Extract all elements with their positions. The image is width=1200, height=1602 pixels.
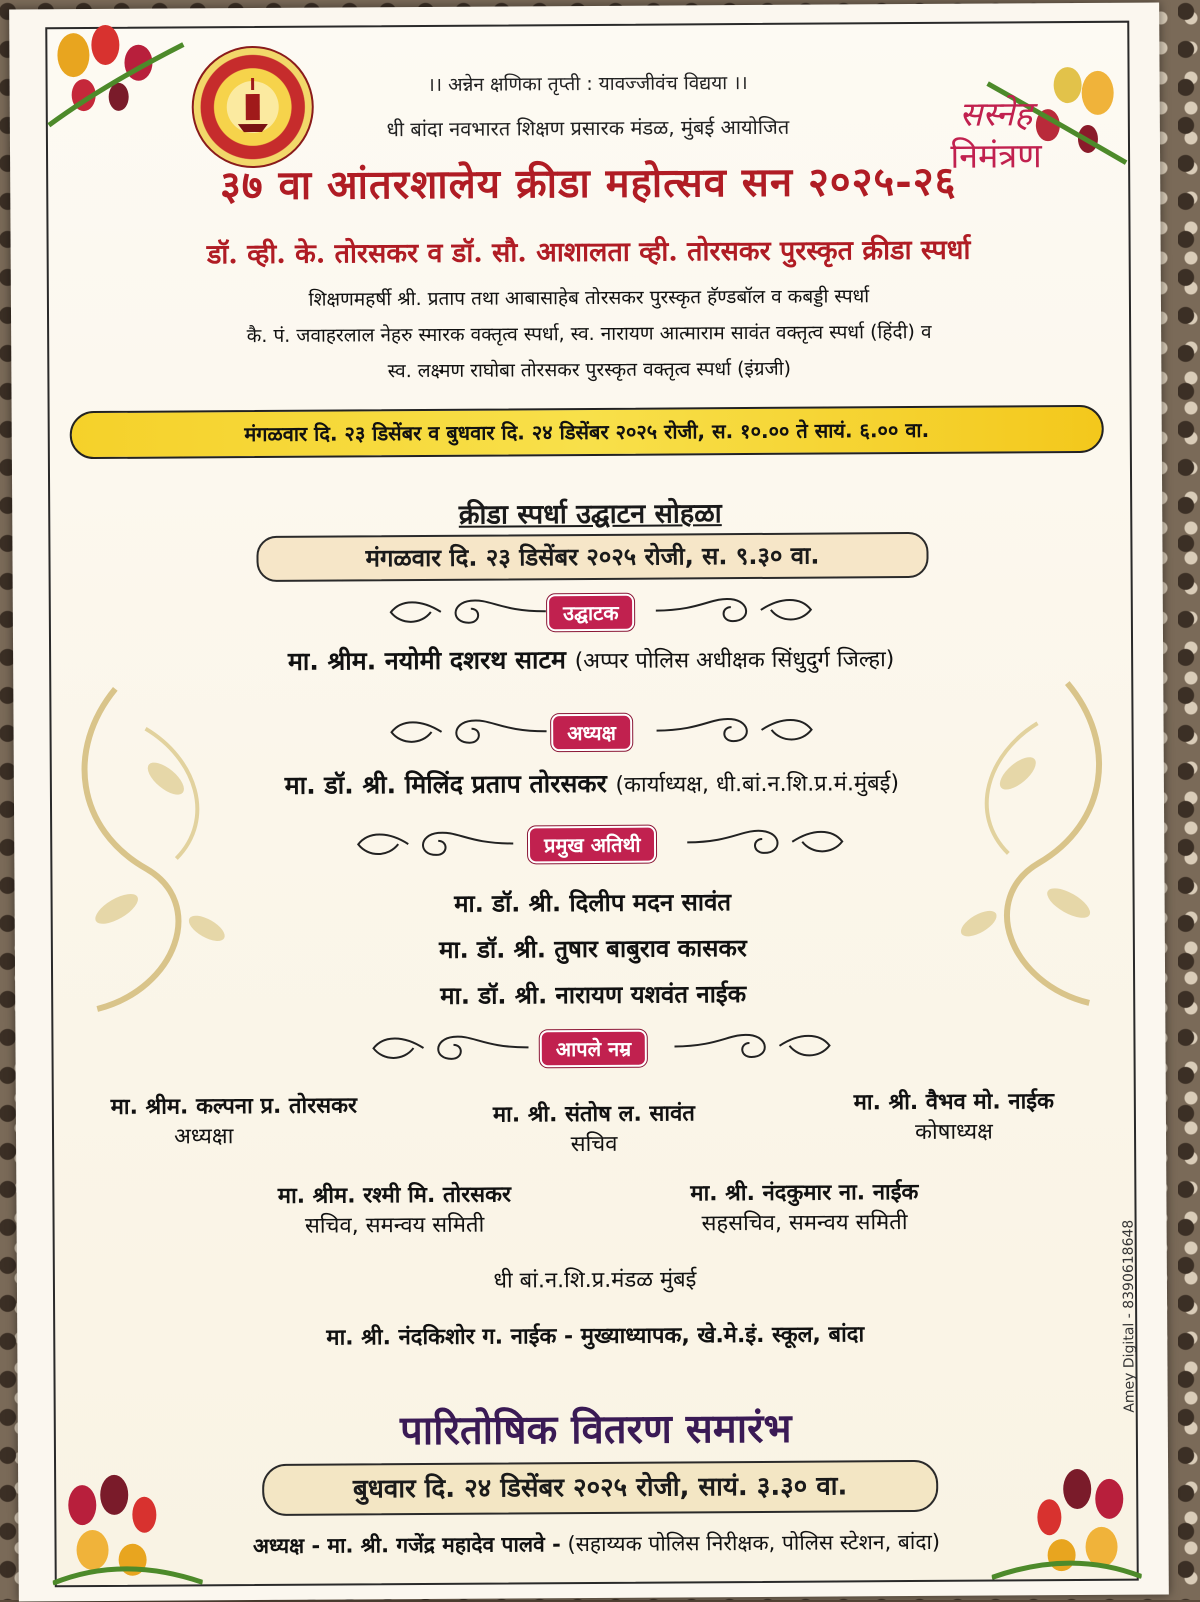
printer-credit: Amey Digital - 8390618648 bbox=[1120, 1219, 1138, 1413]
host-member-role: सचिव bbox=[570, 1131, 618, 1158]
host-member-role: अध्यक्षा bbox=[173, 1124, 234, 1150]
competition-line-2: कै. पं. जवाहरलाल नेहरु स्मारक वक्तृत्व स्पर्धा, स्व. नारायण आत्माराम सावंत वक्तृत्व स्पर्धा (हिंदी) व bbox=[246, 320, 932, 348]
prize-chair-line bbox=[56, 1527, 1136, 1562]
competition-line-1: शिक्षणमहर्षी श्री. प्रताप तथा आबासाहेब तोरसकर पुरस्कृत हॅण्डबॉल व कबड्डी स्पर्धा bbox=[308, 285, 870, 311]
prize-ceremony-title: पारितोषिक वितरण समारंभ bbox=[399, 1404, 792, 1455]
swirl-left-icon bbox=[381, 714, 551, 749]
motto: ।। अन्नेन क्षणिका तृप्ती : यावज्जीवंच विद्यया ।। bbox=[427, 72, 748, 96]
host-member-5 bbox=[634, 1176, 974, 1238]
host-member-4 bbox=[224, 1178, 564, 1240]
host-member-3 bbox=[784, 1085, 1124, 1147]
invitation-border bbox=[45, 21, 1139, 1588]
tulip-corner-bottom-left-icon bbox=[52, 1464, 203, 1585]
swirl-left-icon bbox=[363, 1030, 533, 1065]
prize-chair-designation: (सहाय्यक पोलिस निरीक्षक, पोलिस स्टेशन, बांदा) bbox=[567, 1529, 941, 1557]
gold-swirl-left-icon bbox=[55, 668, 257, 1029]
prize-ceremony-date: बुधवार दि. २४ डिसेंबर २०२५ रोजी, सायं. ३.३० वा. bbox=[262, 1460, 938, 1516]
chair-label: अध्यक्ष bbox=[551, 714, 632, 751]
organizer-line: धी बांदा नवभारत शिक्षण प्रसारक मंडळ, मुंबई आयोजित bbox=[386, 114, 790, 142]
headmaster-line: मा. श्री. नंदकिशोर ग. नाईक - मुख्याध्यापक, खे.मे.इं. स्कूल, बांदा bbox=[326, 1322, 865, 1351]
inaugurator-line bbox=[51, 639, 1131, 680]
invitation-word-1: सस्नेह bbox=[959, 94, 1033, 135]
inaugurator-name: मा. श्रीम. नयोमी दशरथ साटम bbox=[287, 645, 567, 676]
chief-guest-3: मा. डॉ. श्री. नारायण यशवंत नाईक bbox=[440, 980, 747, 1010]
host-member-name: मा. श्रीम. रश्मी मि. तोरसकर bbox=[277, 1182, 512, 1209]
inauguration-date: मंगळवार दि. २३ डिसेंबर २०२५ रोजी, स. ९.३० वा. bbox=[256, 532, 928, 582]
chair-designation: (कार्याध्यक्ष, धी.बां.न.शि.प्र.मं.मुंबई) bbox=[615, 771, 900, 798]
swirl-left-icon bbox=[348, 826, 518, 861]
prize-chair-name: अध्यक्ष - मा. श्री. गजेंद्र महादेव पालवे - bbox=[252, 1532, 561, 1559]
host-member-2 bbox=[424, 1097, 764, 1159]
tulip-corner-bottom-right-icon bbox=[991, 1459, 1142, 1580]
chief-guest-1: मा. डॉ. श्री. दिलीप मदन सावंत bbox=[454, 888, 732, 918]
host-member-role: कोषाध्यक्ष bbox=[915, 1119, 994, 1146]
swirl-right-icon bbox=[669, 1028, 839, 1063]
swirl-right-icon bbox=[651, 713, 821, 748]
chair-line bbox=[52, 763, 1132, 804]
host-member-role: सचिव, समन्वय समिती bbox=[304, 1212, 485, 1239]
host-member-name: मा. श्री. वैभव मो. नाईक bbox=[853, 1089, 1055, 1116]
host-member-name: मा. श्री. संतोष ल. सावंत bbox=[492, 1101, 695, 1128]
host-member-1 bbox=[64, 1089, 404, 1151]
competition-line-3: स्व. लक्ष्मण राघोबा तोरसकर पुरस्कृत वक्तृत्व स्पर्धा (इंग्रजी) bbox=[387, 357, 792, 383]
swirl-left-icon bbox=[381, 594, 551, 629]
invitation-card bbox=[9, 3, 1169, 1602]
organization-logo-seal bbox=[191, 46, 314, 169]
lamp-emblem-icon bbox=[193, 48, 312, 167]
hosts-label: आपले नम्र bbox=[540, 1030, 648, 1068]
event-subtitle: डॉ. व्ही. के. तोरसकर व डॉ. सौ. आशालता व्ही. तोरसकर पुरस्कृत क्रीडा स्पर्धा bbox=[206, 234, 971, 271]
host-member-name: मा. श्रीम. कल्पना प्र. तोरसकर bbox=[110, 1093, 358, 1120]
inauguration-heading: क्रीडा स्पर्धा उद्घाटन सोहळा bbox=[458, 498, 722, 531]
host-member-name: मा. श्री. नंदकुमार ना. नाईक bbox=[690, 1179, 919, 1207]
host-member-role: सहसचिव, समन्वय समिती bbox=[701, 1210, 908, 1237]
chair-name: मा. डॉ. श्री. मिलिंद प्रताप तोरसकर bbox=[284, 768, 607, 800]
inaugurator-label: उद्घाटक bbox=[547, 594, 635, 632]
organization-short-name: धी बां.न.शि.प्र.मंडळ मुंबई bbox=[493, 1267, 697, 1294]
gold-swirl-right-icon bbox=[927, 663, 1129, 1024]
chief-guest-2: मा. डॉ. श्री. तुषार बाबुराव कासकर bbox=[438, 934, 747, 964]
swirl-right-icon bbox=[651, 593, 821, 628]
event-dates-banner: मंगळवार दि. २३ डिसेंबर व बुधवार दि. २४ डिसेंबर २०२५ रोजी, स. १०.०० ते सायं. ६.०० वा. bbox=[70, 405, 1104, 459]
invitation-word-2: निमंत्रण bbox=[950, 136, 1042, 177]
event-title: ३७ वा आंतरशालेय क्रीडा महोत्सव सन २०२५-२६ bbox=[219, 157, 957, 210]
chief-guests-label: प्रमुख अतिथी bbox=[528, 826, 657, 864]
inaugurator-designation: (अप्पर पोलिस अधीक्षक सिंधुदुर्ग जिल्हा) bbox=[574, 647, 895, 675]
swirl-right-icon bbox=[682, 824, 852, 859]
